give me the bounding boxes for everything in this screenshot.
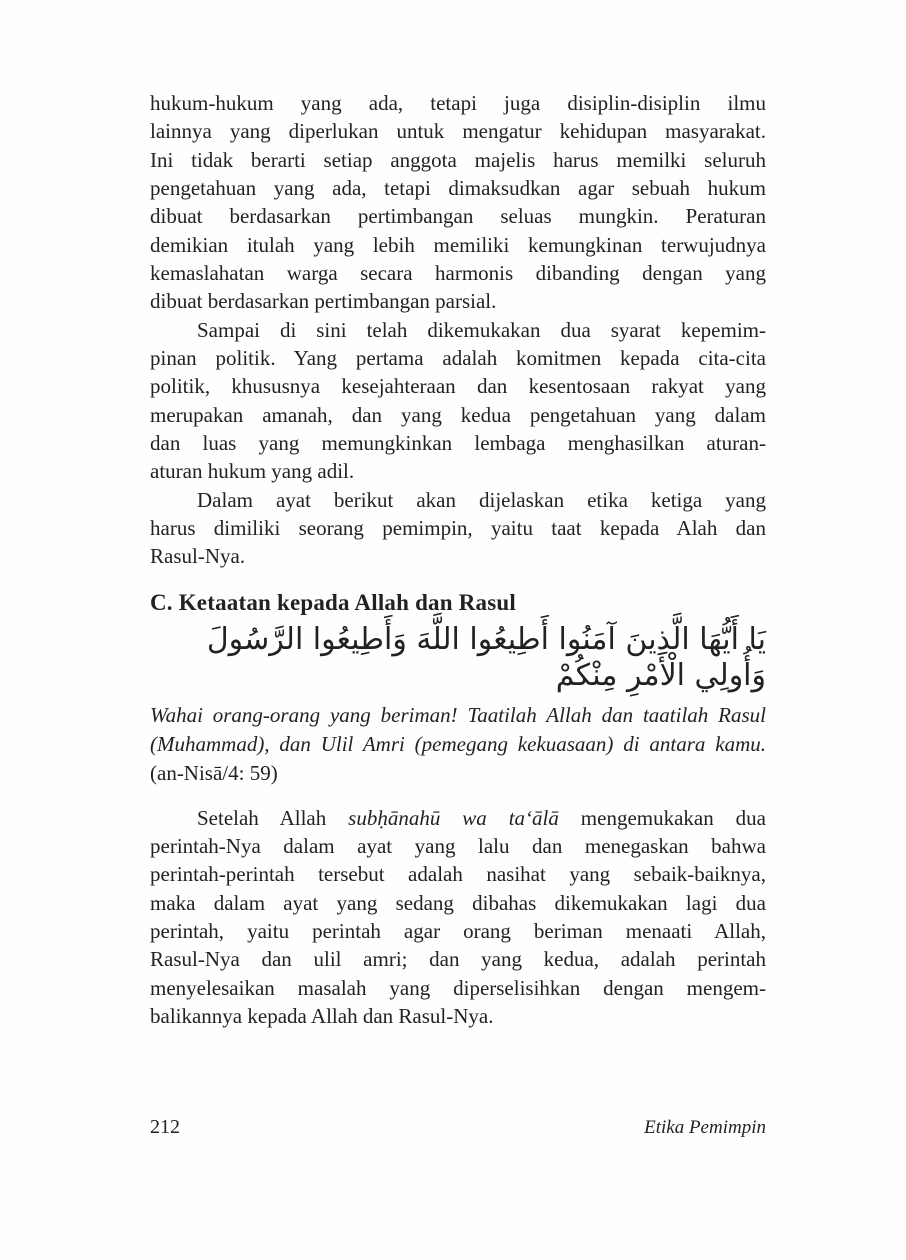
body-line: pinan politik. Yang pertama adalah komitmen kepada cita-cita: [150, 345, 766, 370]
translation-line: Wahai orang-orang yang beriman! Taatilah Allah dan taatilah Rasul: [150, 702, 766, 727]
body-line: Rasul-Nya dan ulil amri; dan yang kedua, adalah perintah: [150, 947, 766, 972]
body-line: dibuat berdasarkan pertimbangan seluas mungkin. Peraturan: [150, 204, 766, 229]
paragraph-setelah-allah: [150, 804, 766, 1031]
body-line: menyelesaikan masalah yang diperselisihkan dengan mengem-: [150, 975, 766, 1000]
body-line: perintah-Nya dalam ayat yang lalu dan menegaskan bahwa: [150, 833, 766, 858]
arabic-honorific-text: subḥānahū wa ta‘ālā: [348, 805, 559, 830]
body-line: harus dimiliki seorang pemimpin, yaitu taat kepada Alah dan: [150, 515, 766, 540]
body-line: Rasul-Nya.: [150, 544, 246, 569]
body-line: kemaslahatan warga secara harmonis dibanding dengan yang: [150, 260, 766, 285]
body-line: perintah-perintah tersebut adalah nasihat yang sebaik-baiknya,: [150, 862, 766, 887]
body-line: lainnya yang diperlukan untuk mengatur kehidupan masyarakat.: [150, 119, 766, 144]
verse-translation: [150, 701, 766, 788]
arabic-verse: يَا أَيُّهَا الَّذِينَ آمَنُوا أَطِيعُوا اللَّهَ وَأَطِيعُوا الرَّسُولَ وَأُولِي الْأَمْرِ مِنْكُمْ: [206, 621, 766, 693]
paragraph-two-syarat: [150, 316, 766, 486]
body-line: Sampai di sini telah dikemukakan dua syarat kepemim-: [197, 317, 766, 342]
body-line: dibuat berdasarkan pertimbangan parsial.: [150, 289, 497, 314]
body-text: Setelah Allah: [197, 805, 349, 830]
body-line: perintah, yaitu perintah agar orang beriman menaati Allah,: [150, 918, 766, 943]
body-line: maka dalam ayat yang sedang dibahas dikemukakan lagi dua: [150, 890, 766, 915]
page-footer: [150, 1116, 766, 1142]
text-column: [150, 89, 766, 1030]
body-text: mengemukakan dua: [558, 805, 766, 830]
body-line: aturan hukum yang adil.: [150, 459, 355, 484]
translation-line: (Muhammad), dan Ulil Amri (pemegang kekuasaan) di antara kamu.: [150, 731, 766, 756]
body-line: merupakan amanah, dan yang kedua pengetahuan yang dalam: [150, 402, 766, 427]
body-line: [150, 804, 766, 832]
body-line: politik, khususnya kesejahteraan dan kesentosaan rakyat yang: [150, 374, 766, 399]
body-line: dan luas yang memungkinkan lembaga menghasilkan aturan-: [150, 430, 766, 455]
body-line: Dalam ayat berikut akan dijelaskan etika ketiga yang: [197, 487, 766, 512]
footer-book-title: Etika Pemimpin: [644, 1117, 766, 1138]
body-line: hukum-hukum yang ada, tetapi juga disiplin-disiplin ilmu: [150, 91, 766, 115]
body-line: pengetahuan yang ada, tetapi dimaksudkan agar sebuah hukum: [150, 175, 766, 200]
footer-page-number: 212: [150, 1116, 180, 1138]
body-line: demikian itulah yang lebih memiliki kemungkinan terwujudnya: [150, 232, 766, 257]
section-heading: C. Ketaatan kepada Allah dan Rasul: [150, 589, 516, 615]
verse-reference: (an-Nisā/4: 59): [150, 760, 278, 785]
body-line: balikannya kepada Allah dan Rasul-Nya.: [150, 1003, 494, 1028]
paragraph-continuation: [150, 89, 766, 316]
body-line: Ini tidak berarti setiap anggota majelis harus memilki seluruh: [150, 147, 766, 172]
paragraph-etika-ketiga: [150, 486, 766, 571]
